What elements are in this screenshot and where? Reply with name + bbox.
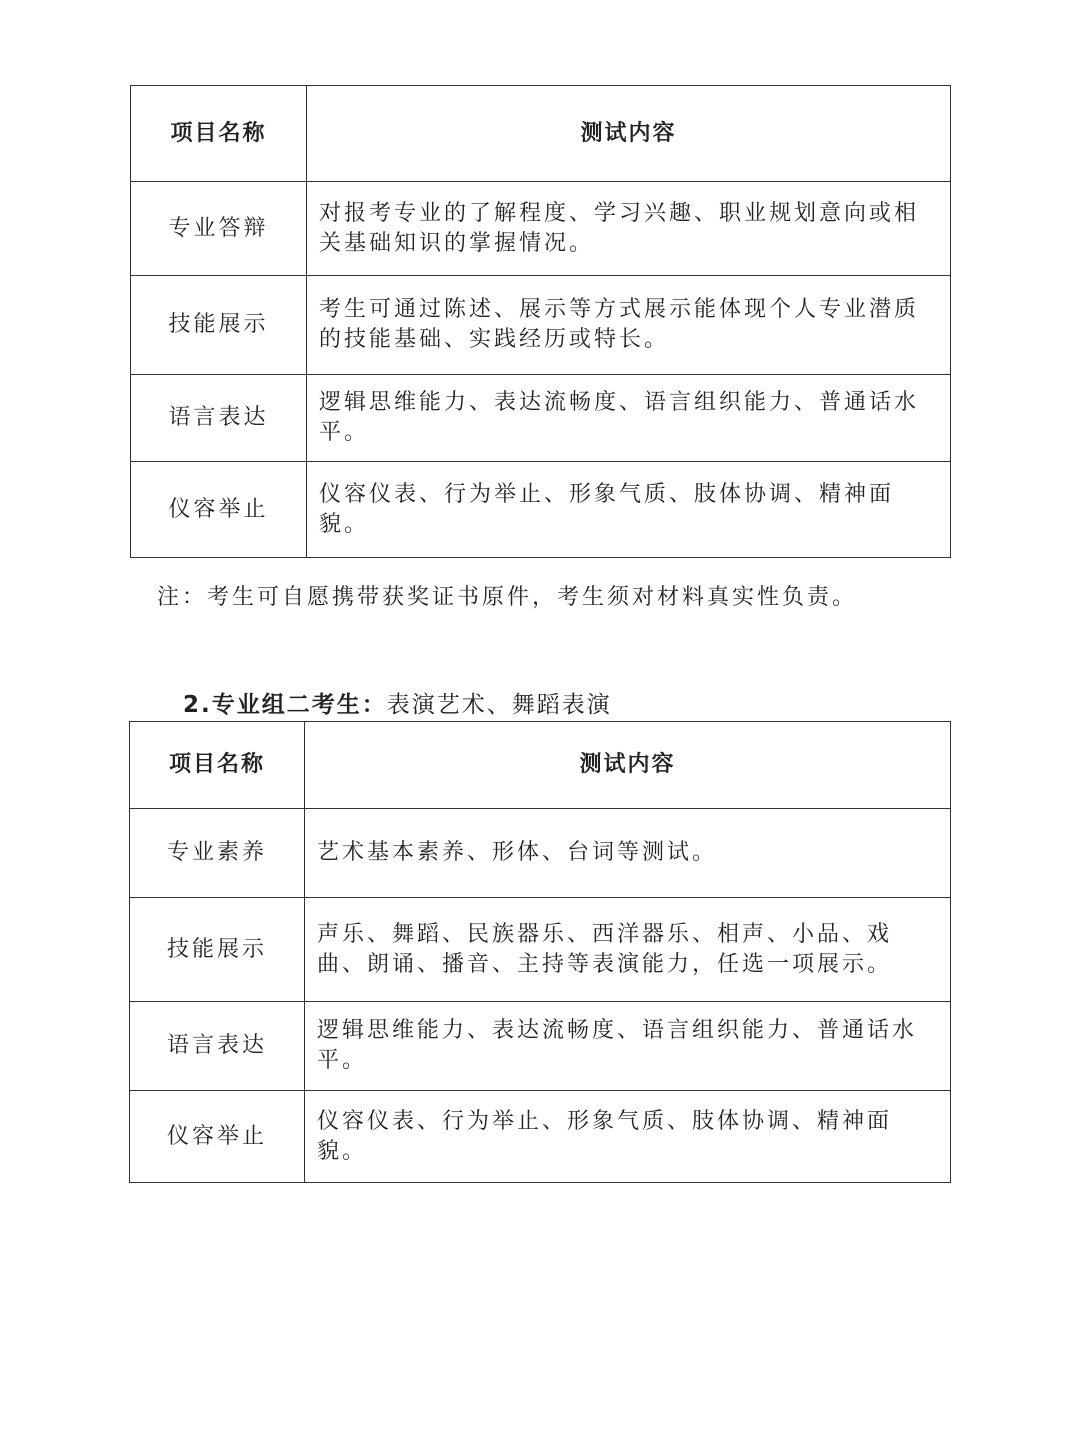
note-text: 注：考生可自愿携带获奖证书原件，考生须对材料真实性负责。 <box>157 585 858 610</box>
section-majors: 表演艺术、舞蹈表演 <box>386 692 612 718</box>
header-item-name: 项目名称 <box>131 86 307 182</box>
table-row <box>131 276 951 375</box>
item-name: 专业答辩 <box>131 182 307 276</box>
table-row <box>131 462 951 558</box>
test-content-table-group1 <box>130 85 951 558</box>
item-name: 仪容举止 <box>130 1091 305 1183</box>
item-content: 艺术基本素养、形体、台词等测试。 <box>305 809 951 898</box>
header-test-content: 测试内容 <box>305 722 951 809</box>
item-name: 专业素养 <box>130 809 305 898</box>
table-row <box>130 1091 951 1183</box>
item-content: 考生可通过陈述、展示等方式展示能体现个人专业潜质的技能基础、实践经历或特长。 <box>307 276 951 375</box>
table-row <box>130 1002 951 1091</box>
item-name: 技能展示 <box>131 276 307 375</box>
table-header-row <box>131 86 951 182</box>
item-content: 逻辑思维能力、表达流畅度、语言组织能力、普通话水平。 <box>307 375 951 462</box>
header-test-content: 测试内容 <box>307 86 951 182</box>
item-name: 语言表达 <box>130 1002 305 1091</box>
section-label: 2.专业组二考生： <box>183 692 387 718</box>
item-content: 对报考专业的了解程度、学习兴趣、职业规划意向或相关基础知识的掌握情况。 <box>307 182 951 276</box>
item-name: 语言表达 <box>131 375 307 462</box>
test-content-table-group2 <box>129 721 951 1183</box>
item-content: 仪容仪表、行为举止、形象气质、肢体协调、精神面貌。 <box>307 462 951 558</box>
table-row <box>130 809 951 898</box>
table-row <box>131 182 951 276</box>
item-name: 仪容举止 <box>131 462 307 558</box>
table-header-row <box>130 722 951 809</box>
item-name: 技能展示 <box>130 898 305 1002</box>
section-heading-group2 <box>183 686 612 719</box>
item-content: 逻辑思维能力、表达流畅度、语言组织能力、普通话水平。 <box>305 1002 951 1091</box>
table-row <box>130 898 951 1002</box>
header-item-name: 项目名称 <box>130 722 305 809</box>
table-row <box>131 375 951 462</box>
item-content: 仪容仪表、行为举止、形象气质、肢体协调、精神面貌。 <box>305 1091 951 1183</box>
item-content: 声乐、舞蹈、民族器乐、西洋器乐、相声、小品、戏曲、朗诵、播音、主持等表演能力，任选一项展示。 <box>305 898 951 1002</box>
